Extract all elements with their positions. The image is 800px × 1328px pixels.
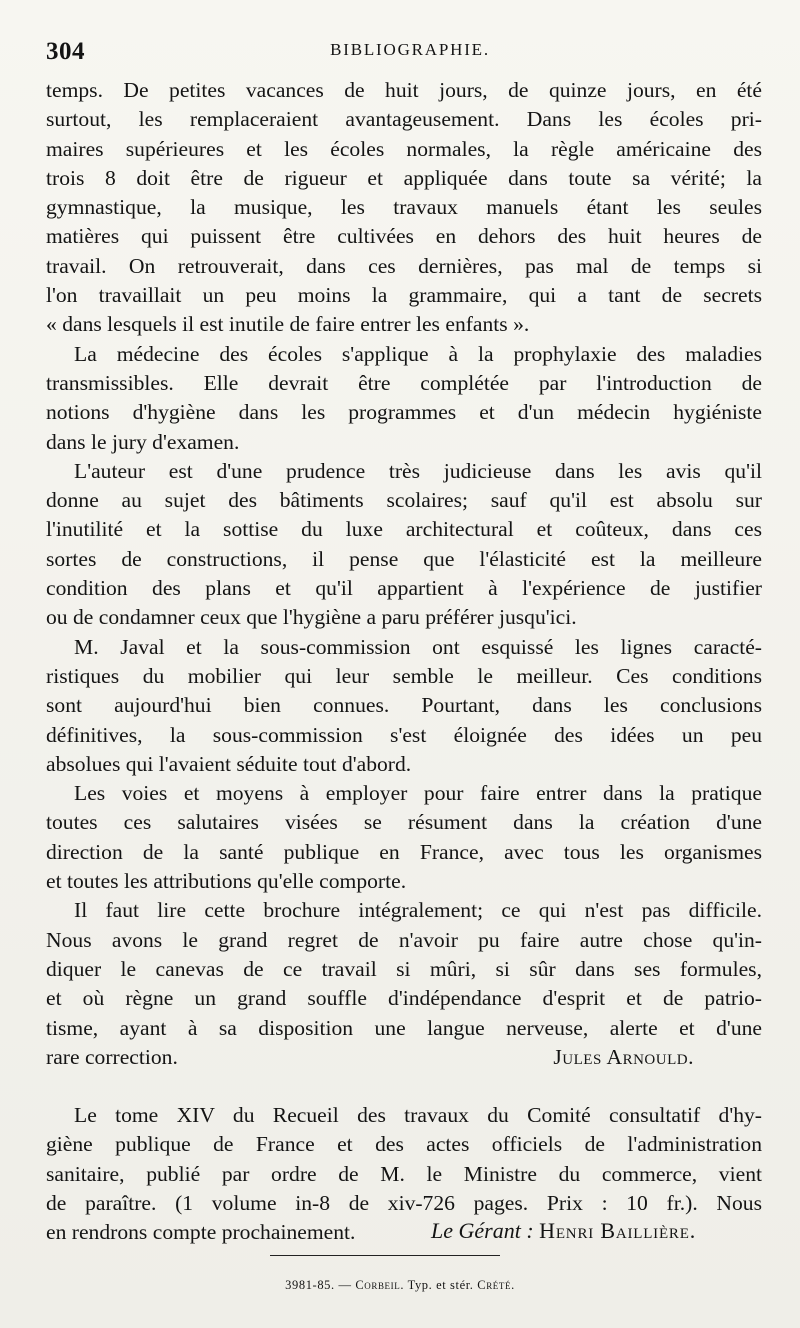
text-line: trois 8 doit être de rigueur et appliquée dans toute sa vérité; la bbox=[46, 165, 762, 190]
text-line: rare correction. bbox=[46, 1044, 178, 1069]
imprint-place: Corbeil. bbox=[355, 1278, 405, 1292]
text-line: définitives, la sous-commission s'est éloignée des idées un peu bbox=[46, 722, 762, 747]
text-line: L'auteur est d'une prudence très judicieuse dans les avis qu'il bbox=[74, 458, 762, 483]
text-line: diquer le canevas de ce travail si mûri, si sûr dans ses formules, bbox=[46, 956, 762, 981]
text-line: ristiques du mobilier qui leur semble le meilleur. Ces conditions bbox=[46, 663, 762, 688]
paragraph-3 bbox=[46, 457, 762, 633]
text-line: temps. De petites vacances de huit jours, de quinze jours, en été bbox=[46, 78, 762, 102]
text-line: toutes ces salutaires visées se résument dans la création d'une bbox=[46, 810, 762, 835]
text-line: l'on travaillait un peu moins la grammaire, qui a tant de secrets bbox=[46, 283, 762, 308]
text-line: gymnastique, la musique, les travaux manuels étant les seules bbox=[46, 195, 762, 220]
text-line: direction de la santé publique en France, avec tous les organismes bbox=[46, 839, 762, 864]
text-line: et toutes les attributions qu'elle comporte. bbox=[46, 869, 407, 894]
page-number: 304 bbox=[46, 38, 85, 65]
paragraph-5 bbox=[46, 779, 762, 896]
text-line: matières qui puissent être cultivées en dehors des huit heures de bbox=[46, 224, 762, 249]
text-line: sortes de constructions, il pense que l'élasticité est la meilleure bbox=[46, 546, 762, 571]
text-line: La médecine des écoles s'applique à la prophylaxie des maladies bbox=[74, 341, 762, 366]
text-line: de paraître. (1 volume in-8 de xiv-726 pages. Prix : 10 fr.). Nous bbox=[46, 1190, 762, 1215]
imprint-mid: Typ. et stér. bbox=[407, 1278, 474, 1292]
article-body bbox=[46, 76, 762, 1248]
text-line: Nous avons le grand regret de n'avoir pu faire autre chose qu'in- bbox=[46, 927, 762, 952]
text-line: notions d'hygiène dans les programmes et d'un médecin hygiéniste bbox=[46, 400, 762, 425]
gerant-label: Le Gérant : bbox=[431, 1218, 534, 1243]
running-head: BIBLIOGRAPHIE. bbox=[330, 40, 490, 59]
paragraph-4 bbox=[46, 633, 762, 779]
text-line: en rendrons compte prochainement. bbox=[46, 1220, 356, 1245]
text-line: tisme, ayant à sa disposition une langue nerveuse, alerte et d'une bbox=[46, 1015, 762, 1040]
imprint-printer: Crété. bbox=[477, 1278, 515, 1292]
gerant-name: Henri Baillière. bbox=[539, 1218, 696, 1243]
author-signature: Jules Arnould. bbox=[553, 1044, 694, 1069]
text-line: « dans lesquels il est inutile de faire entrer les enfants ». bbox=[46, 312, 530, 337]
paragraph-1 bbox=[46, 76, 762, 340]
text-line: transmissibles. Elle devrait être complétée par l'introduction de bbox=[46, 370, 762, 395]
text-line: absolues qui l'avaient séduite tout d'abord. bbox=[46, 751, 412, 776]
text-line: Le tome XIV du Recueil des travaux du Comité consultatif d'hy- bbox=[74, 1103, 762, 1128]
text-line: Les voies et moyens à employer pour faire entrer dans la pratique bbox=[74, 781, 762, 806]
text-line: donne au sujet des bâtiments scolaires; sauf qu'il est absolu sur bbox=[46, 488, 762, 513]
paragraph-6 bbox=[46, 896, 762, 1072]
text-line: surtout, les remplaceraient avantageusement. Dans les écoles pri- bbox=[46, 107, 762, 132]
text-line: travail. On retrouverait, dans ces dernières, pas mal de temps si bbox=[46, 253, 762, 278]
text-line: M. Javal et la sous-commission ont esquissé les lignes caracté- bbox=[74, 634, 762, 659]
gerant-signature bbox=[431, 1218, 696, 1244]
printer-imprint bbox=[0, 1278, 800, 1293]
text-line: sanitaire, publié par ordre de M. le Ministre du commerce, vient bbox=[46, 1161, 762, 1186]
text-line: giène publique de France et des actes officiels de l'administration bbox=[46, 1132, 762, 1157]
footer-rule bbox=[270, 1255, 500, 1256]
page-header bbox=[40, 36, 780, 66]
text-line: sont aujourd'hui bien connues. Pourtant, dans les conclusions bbox=[46, 693, 762, 718]
text-line: ou de condamner ceux que l'hygiène a paru préférer jusqu'ici. bbox=[46, 605, 577, 630]
signature-line bbox=[46, 1043, 762, 1072]
text-line: maires supérieures et les écoles normales, la règle américaine des bbox=[46, 136, 762, 161]
text-line: Il faut lire cette brochure intégralement; ce qui n'est pas difficile. bbox=[74, 898, 762, 923]
paragraph-2 bbox=[46, 340, 762, 457]
text-line: l'inutilité et la sottise du luxe architectural et coûteux, dans ces bbox=[46, 517, 762, 542]
text-line: et où règne un grand souffle d'indépendance d'esprit et de patrio- bbox=[46, 986, 762, 1011]
text-line: dans le jury d'examen. bbox=[46, 429, 240, 454]
imprint-number: 3981-85. — bbox=[285, 1278, 352, 1292]
text-line: condition des plans et qu'il appartient à l'expérience de justifier bbox=[46, 576, 762, 601]
